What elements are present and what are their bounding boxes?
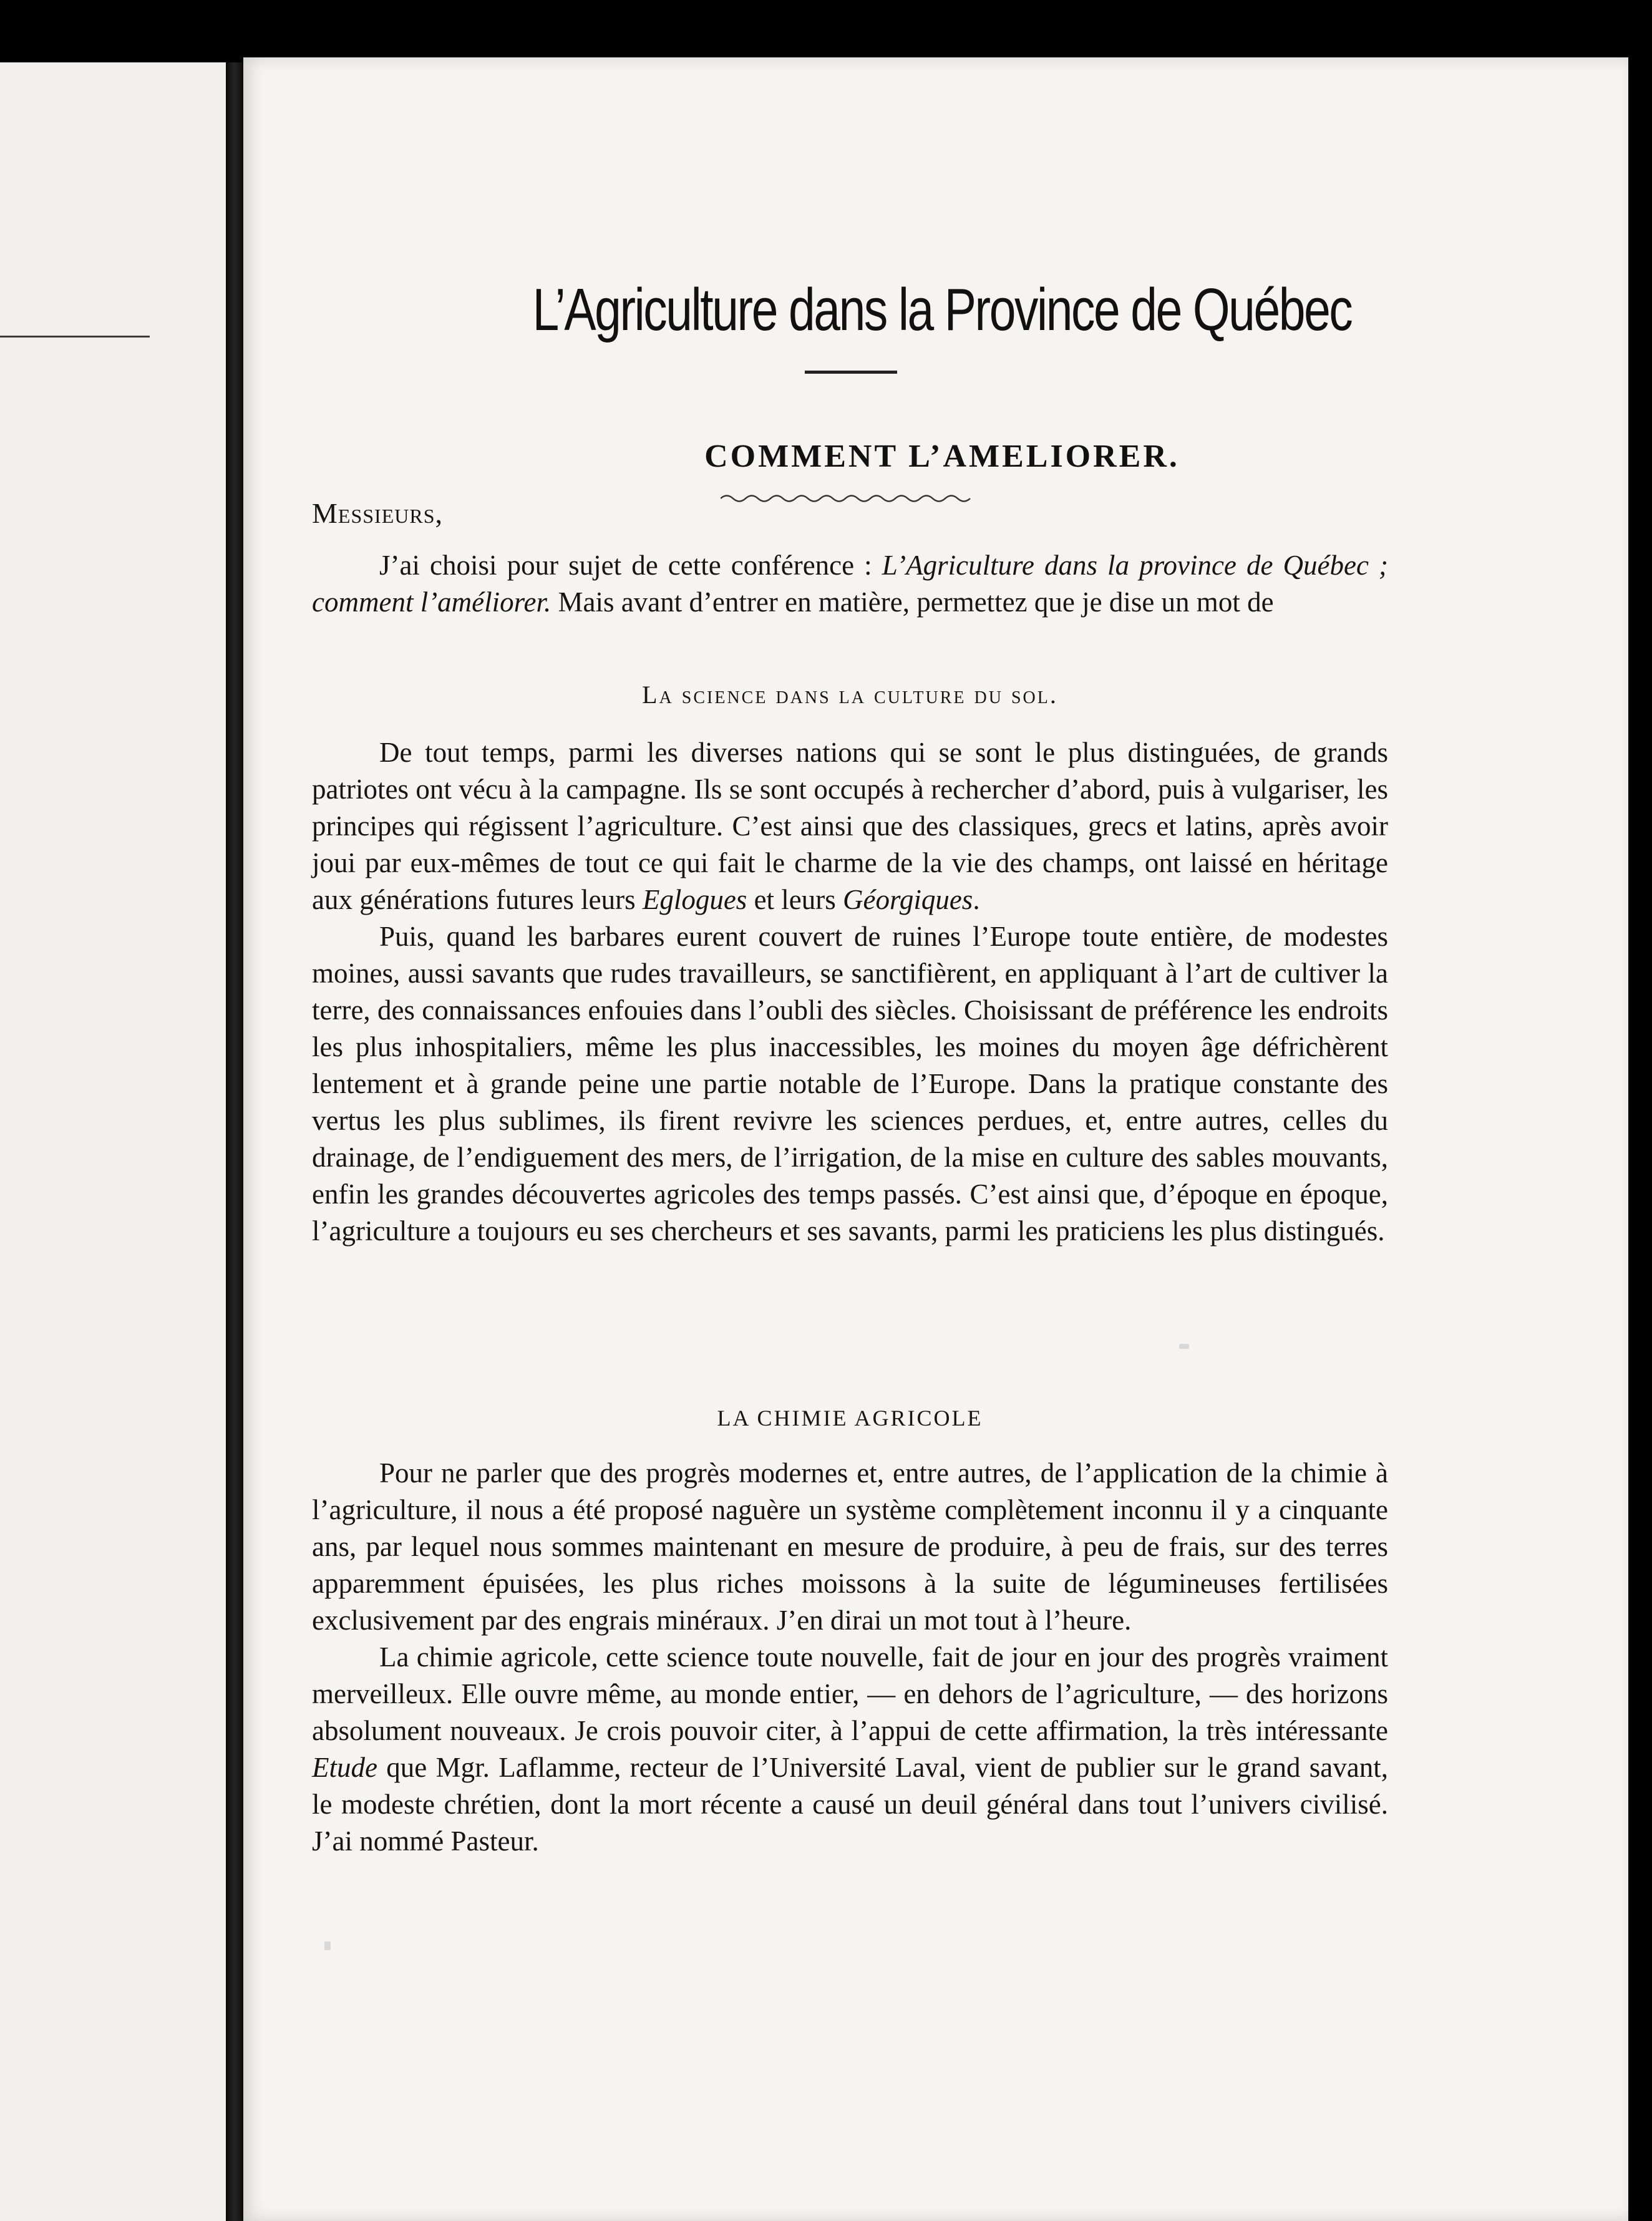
paragraph-pour-ne-parler: Pour ne parler que des progrès modernes et, entre autres, de l’application de la chimie à l’agriculture, il nous a été proposé naguère un système complètement inconnu il y a cinquante ans, par lequel nous sommes maintenant en mesure de produire, à peu de frais, sur des terres apparemment épuisées, les plus riches moissons à la suite de légumineuses fertilisées exclusivement par des engrais minéraux. J’en dirai un mot tout à l’heure. — [312, 1457, 1388, 1636]
page-speck — [324, 1942, 331, 1950]
intro-italic: L’Agriculture dans la province de Québec ; comment l’améliorer. — [312, 550, 1388, 618]
italic-etude: Etude — [312, 1752, 377, 1783]
intro-text-1: J’ai choisi pour sujet de cette conférence : — [379, 550, 882, 581]
page-speck — [1179, 1344, 1189, 1349]
intro-paragraph — [312, 547, 1388, 621]
page-title: L’Agriculture dans la Province de Québec — [532, 276, 1352, 343]
section-heading-science: La science dans la culture du sol. — [642, 681, 1058, 709]
document-page — [243, 57, 1628, 2221]
paragraph-text: La chimie agricole, cette science toute nouvelle, fait de jour en jour des progrès vraiment merveilleux. Elle ouvre même, au monde entier, — en dehors de l’agriculture, — des horizons absolument nouveaux. Je crois pouvoir citer, à l’appui de cette affirmation, la très intéressante — [312, 1641, 1388, 1746]
section-heading-chimie: LA CHIMIE AGRICOLE — [717, 1406, 983, 1431]
facing-page — [0, 62, 226, 2221]
section-chimie-body — [312, 1455, 1388, 1860]
paragraph-puis-quand: Puis, quand les barbares eurent couvert de ruines l’Europe toute entière, de modestes moines, aussi savants que rudes travailleurs, se sanctifièrent, en appliquant à l’art de cultiver la terre, des connaissances enfouies dans l’oubli des siècles. Choisissant de préférence les endroits les plus inhospitaliers, même les plus inaccessibles, les moines du moyen âge défrichèrent lentement et à grande peine une partie notable de l’Europe. Dans la pratique constante des vertus les plus sublimes, ils firent revivre les sciences perdues, et, entre autres, celles du drainage, de l’endiguement des mers, de l’irrigation, de la mise en culture des sables mouvants, enfin les grandes découvertes agricoles des temps passés. C’est ainsi que, d’époque en époque, l’agriculture a toujours eu ses chercheurs et ses savants, parmi les praticiens les plus distingués. — [312, 921, 1388, 1247]
paragraph-text: que Mgr. Laflamme, recteur de l’Université Laval, vient de publier sur le grand savant, le modeste chrétien, dont la mort récente a causé un deuil général dans tout l’univers civilisé. J’ai nommé Pasteur. — [312, 1752, 1388, 1857]
salutation: Messieurs, — [312, 497, 443, 529]
title-rule — [805, 371, 897, 374]
page-gutter — [226, 62, 243, 2221]
paragraph-de-tout-temps — [312, 734, 1388, 918]
intro-text-2: Mais avant d’entrer en matière, permettez que je dise un mot de — [551, 586, 1274, 618]
paragraph-text: et leurs — [747, 884, 843, 915]
italic-eglogues: Eglogues — [642, 884, 747, 915]
paragraph-text: . — [973, 884, 980, 915]
facing-page-rule — [0, 336, 150, 338]
italic-georgiques: Géorgiques — [843, 884, 973, 915]
decorative-wave-rule — [721, 492, 976, 505]
paragraph-text: De tout temps, parmi les diverses nations qui se sont le plus distinguées, de grands patriotes ont vécu à la campagne. Ils se sont occupés à rechercher d’abord, puis à vulgariser, les principes qui régissent l’agriculture. C’est ainsi que des classiques, grecs et latins, après avoir joui par eux-mêmes de tout ce qui fait le charme de la vie des champs, ont laissé en héritage aux générations futures leurs — [312, 737, 1388, 915]
page-subtitle: COMMENT L’AMELIORER. — [704, 439, 1180, 474]
paragraph-la-chimie — [312, 1639, 1388, 1860]
section-science-body — [312, 734, 1388, 1250]
